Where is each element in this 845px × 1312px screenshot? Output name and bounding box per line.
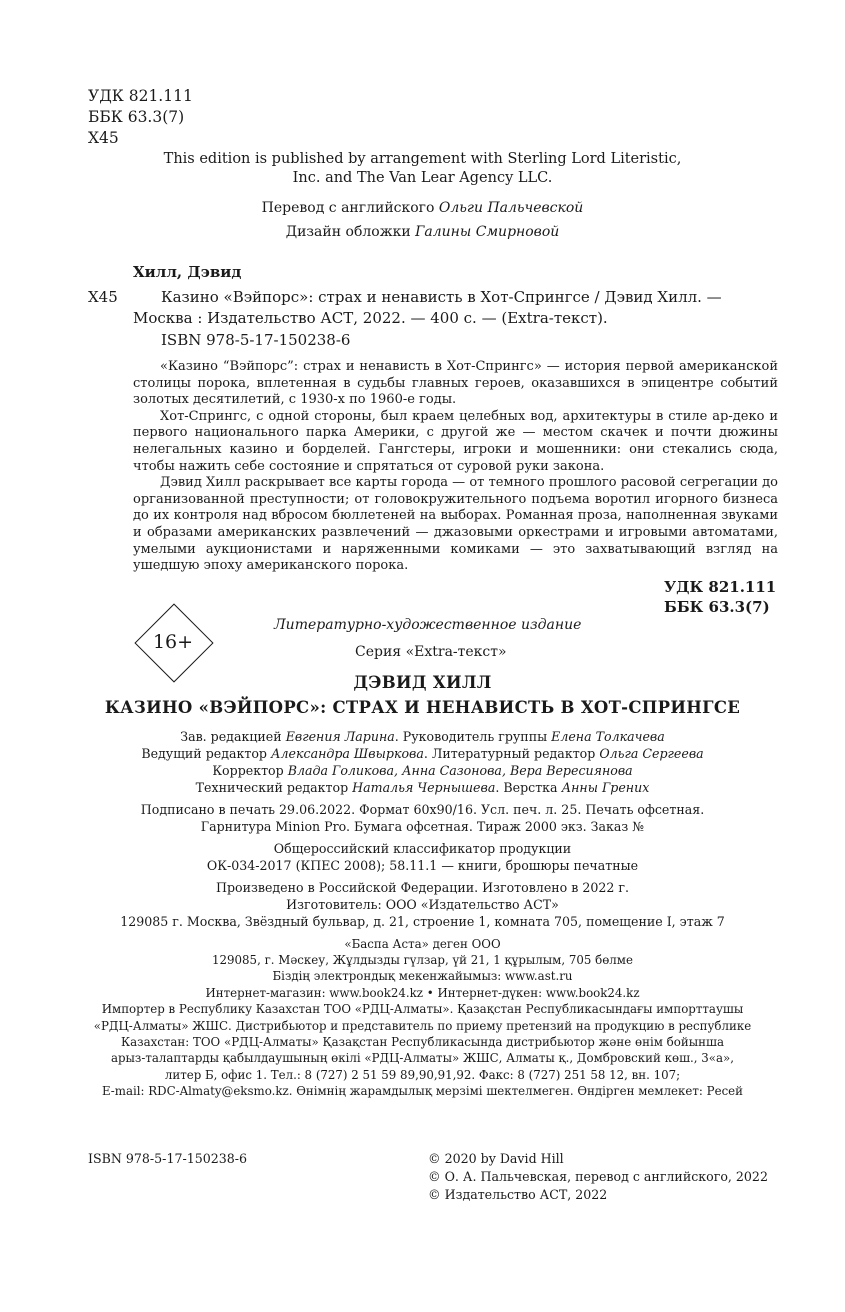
manufacture-line-3: 129085 г. Москва, Звёздный бульвар, д. 21, строение 1, комната 705, помещение I, этаж 7 [120,914,725,929]
copyright-author: © 2020 by David Hill [428,1151,564,1166]
print-info-1: Подписано в печать 29.06.2022. Формат 60х90/16. Усл. печ. л. 25. Печать офсетная. [140,802,705,817]
annotation-paragraph-2: Хот-Спрингс, с одной стороны, был краем целебных вод, архитектуры в стиле ар-деко и первого национального парка Америки, с другой же — местом скачек и почти дюжины нелегальных казино и борделей. Гангстеры, игроки и мошенники: они стекались сюда, чтобы нажить себе состояние и спрятаться от суровой руки закона. [133,408,778,474]
annotation [133,359,778,575]
kz-line-5: Импортер в Республику Казахстан ТОО «РДЦ-Алматы». Қазақстан Республикасындағы импорттаушы [101,1002,744,1016]
staff-line-4: Технический редактор Наталья Чернышева. Верстка Анны Грених [195,780,650,795]
staff-line-1: Зав. редакцией Евгения Ларина. Руководитель группы Елена Толкачева [180,729,665,744]
manufacture-line-2: Изготовитель: ООО «Издательство АСТ» [286,897,559,912]
author-mark: Х45 [88,129,119,147]
okp-line-2: ОК-034-2017 (КПЕС 2008); 58.11.1 — книги, брошюры печатные [206,858,639,873]
kz-line-2: 129085, г. Мәскеу, Жұлдызды гүлзар, үй 21, 1 құрылым, 705 бөлме [212,953,633,967]
copyright-publisher: © Издательство АСТ, 2022 [428,1187,608,1202]
kz-line-7: Казахстан: ТОО «РДЦ-Алматы» Қазақстан Республикасында дистрибьютор және өнім бойынша [120,1035,724,1049]
bib-line-1: Казино «Вэйпорс»: страх и ненависть в Хот-Спрингсе / Дэвид Хилл. — [161,288,722,306]
udk-code: УДК 821.111 [88,87,193,105]
book-author: ДЭВИД ХИЛЛ [353,673,492,692]
series-label: Серия «Extra-текст» [355,644,507,660]
print-info-2: Гарнитура Minion Pro. Бумага офсетная. Тираж 2000 экз. Заказ № [200,819,645,834]
copyright-translation: © О. А. Пальчевская, перевод с английского, 2022 [428,1169,768,1184]
udk-code-right: УДК 821.111 [664,578,777,596]
genre-label: Литературно-художественное издание [274,617,582,633]
bbk-code: ББК 63.3(7) [88,108,185,126]
bib-author-mark: Х45 [88,288,118,306]
bbk-code-right: ББК 63.3(7) [664,598,770,616]
manufacture-line-1: Произведено в Российской Федерации. Изготовлено в 2022 г. [216,880,629,895]
book-title: КАЗИНО «ВЭЙПОРС»: СТРАХ И НЕНАВИСТЬ В ХОТ-СПРИНГСЕ [104,698,741,717]
staff-line-2: Ведущий редактор Александра Швыркова. Литературный редактор Ольга Сергеева [141,746,704,761]
arrangement-line-2: Inc. and The Van Lear Agency LLC. [292,170,553,186]
bib-line-2: Москва : Издательство АСТ, 2022. — 400 с. — (Extra-текст). [133,309,608,327]
okp-line-1: Общероссийский классификатор продукции [273,841,572,856]
bib-author: Хилл, Дэвид [133,263,242,281]
arrangement-line-1: This edition is published by arrangement with Sterling Lord Literistic, [163,151,682,167]
staff-line-3: Корректор Влада Голикова, Анна Сазонова, Вера Вересиянова [212,763,633,778]
kz-line-9: литер Б, офис 1. Тел.: 8 (727) 2 51 59 89,90,91,92. Факс: 8 (727) 251 58 12, вн. 107; [164,1068,681,1082]
footer-isbn: ISBN 978-5-17-150238-6 [88,1151,248,1166]
kz-line-10: E-mail: RDC-Almaty@eksmo.kz. Өнімнің жарамдылық мерзімі шектелмеген. Өндірген мемлекет: Ресей [101,1084,744,1098]
kz-line-4: Интернет-магазин: www.book24.kz • Интернет-дүкен: www.book24.kz [205,986,640,1000]
age-rating: 16+ [152,631,194,653]
kz-line-1: «Баспа Аста» деген ООО [344,937,501,951]
bib-isbn: ISBN 978-5-17-150238-6 [161,331,351,349]
kz-line-6: «РДЦ-Алматы» ЖШС. Дистрибьютор и представитель по приему претензий на продукцию в республике [93,1019,752,1033]
annotation-paragraph-3: Дэвид Хилл раскрывает все карты города — от темного прошлого расовой сегрегации до организованной преступности; от головокружительного подъема воротил игорного бизнеса до их контроля над вбросом бюллетеней на выборах. Романная проза, наполненная звуками и образами американских развлечений — джазовыми оркестрами и игровыми автоматами, умелыми аукционистами и наряженными комиками — это захватывающий взгляд на ушедшую эпоху американского порока. [133,475,778,574]
kz-line-8: арыз-талаптарды қабылдаушының өкілі «РДЦ-Алматы» ЖШС, Алматы қ., Домбровский көш., 3«а», [110,1051,735,1065]
annotation-paragraph-1: «Казино “Вэйпорс”: страх и ненависть в Хот-Спрингс» — история первой американской столицы порока, вплетенная в судьбы главных героев, оказавшихся в эпицентре событий золотых десятилетий, с 1930-х по 1960-е годы. [133,359,778,408]
kz-line-3: Біздің электрондық мекенжайымыз: www.ast.ru [272,969,573,983]
cover-credit: Дизайн обложки Галины Смирновой [285,224,560,240]
translation-credit: Перевод с английского Ольги Пальчевской [261,200,584,216]
